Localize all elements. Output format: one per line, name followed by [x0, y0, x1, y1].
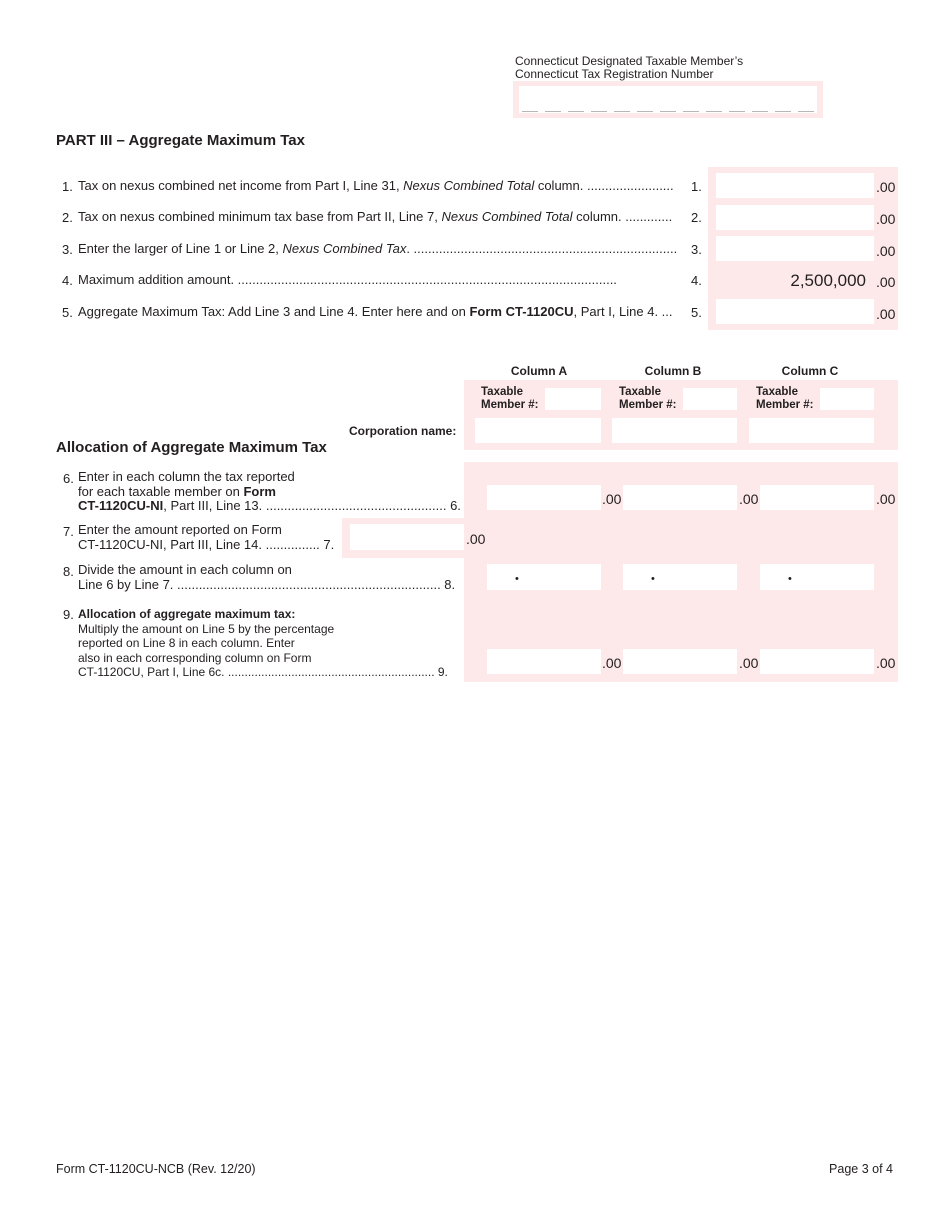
column-a-taxable-member-label: Taxable Member #:	[481, 386, 539, 411]
line6-text: Enter in each column the tax reported for each taxable member on Form CT-1120CU-NI, Part III, Line 13. .................................................. 6.	[78, 469, 461, 513]
line6-column-c-cents: .00	[876, 491, 896, 507]
line8-number: 8.	[63, 564, 74, 579]
line8-column-a-input[interactable]	[487, 564, 601, 590]
part3-line5-ref: 5.	[691, 305, 702, 320]
line8-column-a-decimal: •	[515, 573, 519, 585]
column-c-corporation-name-input[interactable]	[749, 418, 874, 443]
line7-text: Enter the amount reported on Form CT-1120CU-NI, Part III, Line 14. ............... 7.	[78, 522, 335, 552]
column-b-corporation-name-input[interactable]	[612, 418, 737, 443]
line7-amount-input[interactable]	[350, 524, 464, 550]
line8-column-b-input[interactable]	[623, 564, 737, 590]
line8-column-b-decimal: •	[651, 573, 655, 585]
line6-column-a-input[interactable]	[487, 485, 601, 510]
part3-line2-text: Tax on nexus combined minimum tax base from Part II, Line 7, Nexus Combined Total column. .............	[78, 209, 673, 224]
line8-column-c-decimal: •	[788, 573, 792, 585]
part3-line3-ref: 3.	[691, 242, 702, 257]
registration-label-line2: Connecticut Tax Registration Number	[515, 67, 714, 81]
line7-cents: .00	[466, 531, 486, 547]
part3-line3-number: 3.	[62, 242, 73, 257]
column-c-member-number-input[interactable]	[820, 388, 874, 410]
line6-column-c-input[interactable]	[760, 485, 874, 510]
line2-amount-input[interactable]	[716, 205, 874, 230]
line9-text: Allocation of aggregate maximum tax: Multiply the amount on Line 5 by the percentage reported on Line 8 in each column. Enter also in each corresponding column on Form CT-1120CU, Part I, Line 6c. .............................................................. 9.	[78, 607, 448, 679]
line9-column-a-cents: .00	[602, 655, 622, 671]
allocation-title: Allocation of Aggregate Maximum Tax	[56, 439, 327, 456]
line6-column-b-input[interactable]	[623, 485, 737, 510]
part3-line4-text: Maximum addition amount. .........................................................................................................	[78, 272, 617, 287]
line9-column-b-cents: .00	[739, 655, 759, 671]
part3-line2-ref: 2.	[691, 210, 702, 225]
part3-line1-ref: 1.	[691, 179, 702, 194]
line4-amount-value: 2,500,000	[790, 271, 866, 290]
part3-line1-number: 1.	[62, 179, 73, 194]
column-c-header: Column C	[781, 364, 839, 378]
part3-line2-number: 2.	[62, 210, 73, 225]
line6-column-a-cents: .00	[602, 491, 622, 507]
registration-number-frame	[513, 81, 823, 118]
line8-text: Divide the amount in each column on Line 6 by Line 7. ......................................................................... 8.	[78, 562, 456, 592]
registration-label-line1: Connecticut Designated Taxable Member’s	[515, 54, 744, 68]
line3-amount-input[interactable]	[716, 236, 874, 261]
line4-cents: .00	[876, 274, 896, 290]
column-a-member-number-input[interactable]	[545, 388, 601, 410]
line5-amount-input[interactable]	[716, 299, 874, 324]
registration-number-input[interactable]	[519, 86, 817, 113]
part3-line4-ref: 4.	[691, 273, 702, 288]
part3-title: PART III – Aggregate Maximum Tax	[56, 132, 305, 149]
line1-cents: .00	[876, 179, 896, 195]
column-b-member-number-input[interactable]	[683, 388, 737, 410]
part3-line4-number: 4.	[62, 273, 73, 288]
column-a-corporation-name-input[interactable]	[475, 418, 601, 443]
column-c-taxable-member-label: Taxable Member #:	[756, 386, 814, 411]
column-b-header: Column B	[644, 364, 702, 378]
registration-label	[515, 55, 743, 81]
line2-cents: .00	[876, 211, 896, 227]
line9-column-c-cents: .00	[876, 655, 896, 671]
line6-column-b-cents: .00	[739, 491, 759, 507]
part3-line1-text: Tax on nexus combined net income from Part I, Line 31, Nexus Combined Total column. ........................	[78, 178, 674, 193]
line9-column-a-input[interactable]	[487, 649, 601, 674]
line9-number: 9.	[63, 607, 74, 622]
footer-page-number: Page 3 of 4	[829, 1162, 893, 1176]
line6-number: 6.	[63, 471, 74, 486]
line3-cents: .00	[876, 243, 896, 259]
line1-amount-input[interactable]	[716, 173, 874, 198]
line9-column-b-input[interactable]	[623, 649, 737, 674]
part3-line5-text: Aggregate Maximum Tax: Add Line 3 and Line 4. Enter here and on Form CT-1120CU, Part I, Line 4. ...	[78, 304, 673, 319]
footer-form-id: Form CT-1120CU-NCB (Rev. 12/20)	[56, 1162, 256, 1176]
part3-line5-number: 5.	[62, 305, 73, 320]
column-b-taxable-member-label: Taxable Member #:	[619, 386, 677, 411]
line8-column-c-input[interactable]	[760, 564, 874, 590]
line9-column-c-input[interactable]	[760, 649, 874, 674]
line7-number: 7.	[63, 524, 74, 539]
line4-amount	[716, 268, 874, 293]
line5-cents: .00	[876, 306, 896, 322]
column-a-header: Column A	[510, 364, 568, 378]
corporation-name-label: Corporation name:	[349, 424, 457, 438]
part3-line3-text: Enter the larger of Line 1 or Line 2, Nexus Combined Tax. .........................................................................	[78, 241, 678, 256]
